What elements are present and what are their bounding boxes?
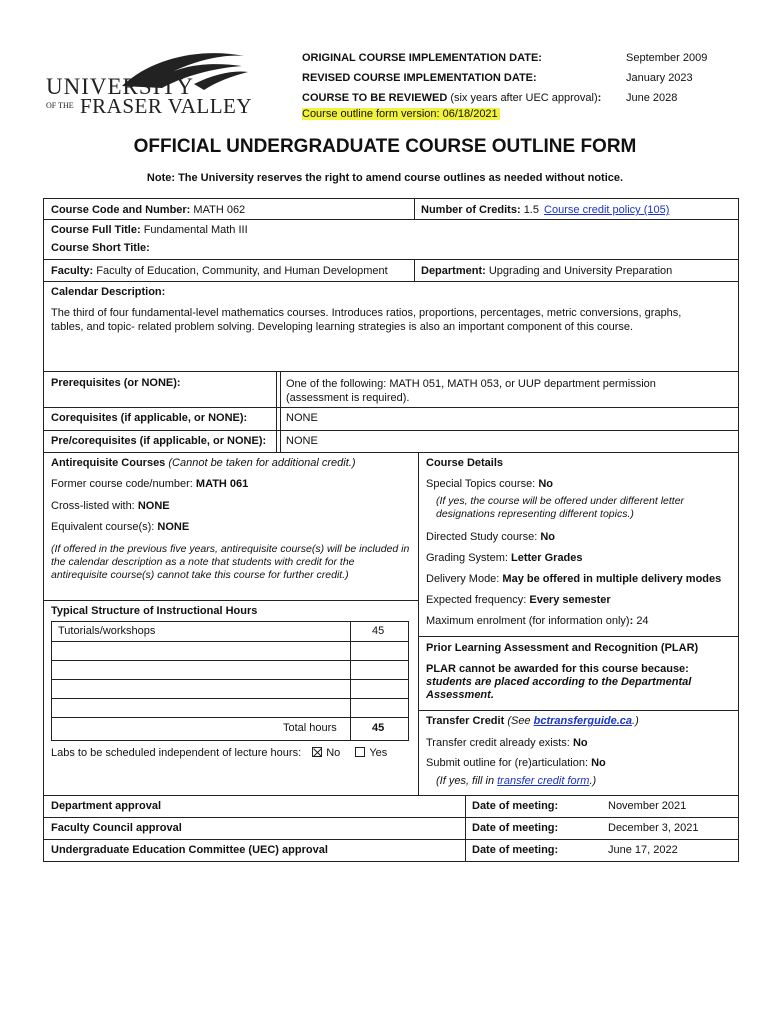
delivery-value: May be offered in multiple delivery modes (502, 573, 722, 585)
transfer-heading (426, 715, 639, 727)
labs-no-checkbox[interactable] (312, 747, 322, 757)
faculty-label: Faculty: (51, 265, 94, 277)
directed-study-value: No (540, 531, 556, 543)
labs-yes-option[interactable] (355, 747, 387, 759)
labs-no-label: No (326, 747, 341, 759)
special-topics-cell (426, 478, 553, 490)
department-approval-date: November 2021 (608, 800, 687, 812)
credits-value: 1.5 (523, 204, 539, 216)
logo-line-2: FRASER VALLEY (80, 94, 253, 118)
frequency-cell (426, 594, 611, 606)
full-title-value: Fundamental Math III (143, 224, 248, 236)
former-course-label: Former course code/number: (51, 478, 193, 490)
course-code-label: Course Code and Number: (51, 204, 191, 216)
university-logo (44, 46, 259, 122)
precorequisites-label: Pre/corequisites (if applicable, or NONE): (51, 435, 267, 447)
logo-prefix: OF THE (46, 101, 74, 110)
crosslisted-value: NONE (137, 500, 170, 512)
submit-outline-cell (426, 757, 606, 769)
equivalent-label: Equivalent course(s): (51, 521, 155, 533)
equivalent-value: NONE (157, 521, 190, 533)
review-date-label-main: COURSE TO BE REVIEWED (302, 92, 448, 104)
form-version: Course outline form version: 06/18/2021 (302, 108, 498, 120)
transfer-heading-label: Transfer Credit (426, 715, 505, 727)
faculty-council-approval-label: Faculty Council approval (51, 822, 182, 834)
enrolment-colon: : (629, 615, 634, 627)
antirequisite-heading (51, 457, 355, 469)
frequency-label: Expected frequency: (426, 594, 527, 606)
original-date-label: ORIGINAL COURSE IMPLEMENTATION DATE: (302, 52, 542, 64)
review-date-label (302, 92, 601, 104)
delivery-cell (426, 573, 721, 585)
full-title-label: Course Full Title: (51, 224, 141, 236)
labs-yes-label: Yes (369, 747, 388, 759)
department-cell (421, 265, 672, 277)
antirequisite-heading-note: (Cannot be taken for additional credit.) (168, 457, 356, 469)
delivery-label: Delivery Mode: (426, 573, 500, 585)
transfer-ifyes-end: .) (589, 775, 597, 787)
transfer-credit-form-link[interactable]: transfer credit form (497, 775, 590, 787)
plar-line-1: PLAR cannot be awarded for this course because: (426, 663, 689, 675)
uec-date: June 17, 2022 (608, 844, 678, 856)
submit-outline-label: Submit outline for (re)articulation: (426, 757, 589, 769)
department-value: Upgrading and University Preparation (488, 265, 673, 277)
hours-row-type: Tutorials/workshops (58, 625, 156, 637)
logo-line-1: UNIVERSITY (46, 74, 194, 99)
frequency-value: Every semester (529, 594, 611, 606)
credit-policy-link[interactable]: Course credit policy (105) (544, 204, 670, 216)
transfer-see-end: .) (632, 715, 639, 727)
page-title: OFFICIAL UNDERGRADUATE COURSE OUTLINE FORM (133, 136, 637, 157)
directed-study-cell (426, 531, 555, 543)
grading-cell (426, 552, 583, 564)
review-date-label-extra: (six years after UEC approval) (447, 92, 598, 104)
uec-date-label: Date of meeting: (472, 844, 559, 856)
corequisites-value: NONE (286, 412, 318, 424)
transfer-ifyes-text: (If yes, fill in (436, 775, 498, 787)
labs-label: Labs to be scheduled independent of lecture hours: (51, 747, 302, 759)
crosslisted-label: Cross-listed with: (51, 500, 135, 512)
antirequisite-note: (If offered in the previous five years, antirequisite course(s) will be included in the calendar description as a note that students with credit for the antirequisite course(s) cannot take this course for further credit.) (51, 543, 410, 581)
grading-value: Letter Grades (510, 552, 583, 564)
transfer-ifyes (436, 775, 596, 787)
hours-heading: Typical Structure of Instructional Hours (51, 605, 258, 617)
revised-date-label: REVISED COURSE IMPLEMENTATION DATE: (302, 72, 537, 84)
hours-table (51, 621, 409, 741)
faculty-council-date: December 3, 2021 (608, 822, 699, 834)
review-date-value: June 2028 (626, 92, 678, 104)
labs-no-option[interactable] (312, 747, 343, 759)
plar-line-2: students are placed according to the Departmental Assessment. (426, 676, 692, 701)
labs-yes-checkbox[interactable] (355, 747, 365, 757)
special-topics-value: No (538, 478, 553, 490)
prerequisites-value: One of the following: MATH 051, MATH 053, or UUP department permission (assessment is required). (286, 378, 656, 404)
credits-cell (421, 204, 669, 216)
department-label: Department: (421, 265, 486, 277)
enrolment-value: 24 (636, 615, 649, 627)
credits-label: Number of Credits: (421, 204, 521, 216)
antirequisite-heading-label: Antirequisite Courses (51, 457, 166, 469)
calendar-description-text: The third of four fundamental-level mathematics courses. Introduces ratios, proportions, percentages, metric conversions, graphs, tables, and topic- related problem solving. Developing learning strategies is also an important component of this course. (51, 307, 682, 333)
amend-note: Note: The University reserves the right to amend course outlines as needed without notice. (146, 172, 624, 184)
crosslisted-cell (51, 500, 170, 512)
total-hours-label: Total hours (283, 722, 337, 734)
corequisites-label: Corequisites (if applicable, or NONE): (51, 412, 248, 424)
course-code-value: MATH 062 (193, 204, 246, 216)
department-approval-date-label: Date of meeting: (472, 800, 559, 812)
hours-row-value: 45 (372, 625, 385, 637)
uec-approval-label: Undergraduate Education Committee (UEC) approval (51, 844, 328, 856)
grading-label: Grading System: (426, 552, 508, 564)
special-topics-note: (If yes, the course will be offered under different letter designations representing different topics.) (436, 495, 685, 520)
review-date-colon: : (597, 92, 602, 104)
department-approval-label: Department approval (51, 800, 162, 812)
faculty-council-date-label: Date of meeting: (472, 822, 559, 834)
special-topics-label: Special Topics course: (426, 478, 536, 490)
labs-row (51, 747, 387, 759)
transfer-exists-value: No (572, 737, 588, 749)
directed-study-label: Directed Study course: (426, 531, 538, 543)
transfer-exists-label: Transfer credit already exists: (426, 737, 570, 749)
transfer-exists-cell (426, 737, 588, 749)
submit-outline-value: No (591, 757, 606, 769)
transfer-see: (See (507, 715, 534, 727)
faculty-cell (51, 265, 388, 277)
total-hours-value: 45 (372, 722, 385, 734)
equivalent-cell (51, 521, 189, 533)
bctransferguide-link[interactable]: bctransferguide.ca (533, 715, 633, 727)
former-course-value: MATH 061 (195, 478, 249, 490)
enrolment-cell (426, 615, 649, 627)
short-title-label: Course Short Title: (51, 242, 150, 254)
full-title-cell (51, 224, 248, 236)
precorequisites-value: NONE (286, 435, 318, 447)
short-title-cell (51, 242, 150, 254)
prerequisites-label: Prerequisites (or NONE): (51, 377, 181, 389)
calendar-description-label: Calendar Description: (51, 286, 166, 298)
course-code-cell (51, 204, 245, 216)
original-date-value: September 2009 (626, 52, 708, 64)
former-course-cell (51, 478, 248, 490)
faculty-value: Faculty of Education, Community, and Human Development (96, 265, 388, 277)
course-details-heading: Course Details (426, 457, 504, 469)
revised-date-value: January 2023 (626, 72, 693, 84)
enrolment-label: Maximum enrolment (for information only) (426, 615, 630, 627)
plar-heading: Prior Learning Assessment and Recognition (PLAR) (426, 642, 699, 654)
